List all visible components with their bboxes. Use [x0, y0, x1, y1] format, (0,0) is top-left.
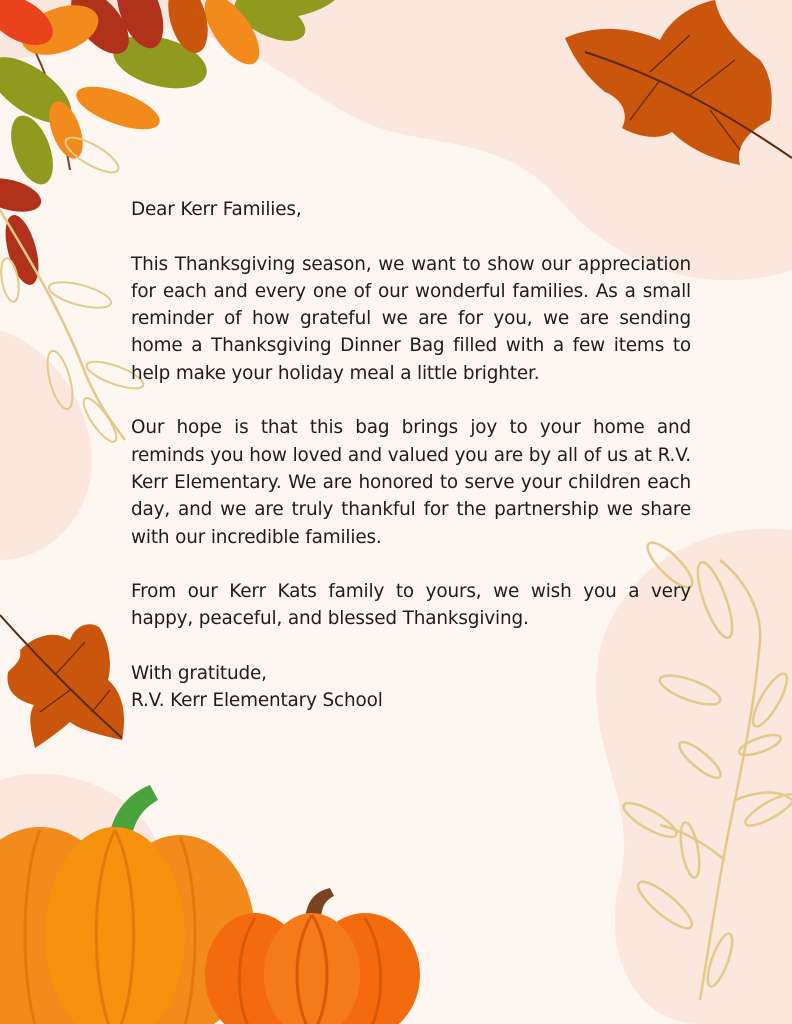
letter-paragraph-2: Our hope is that this bag brings joy to your home and reminds you how loved and valued you are by all of us at R.V. Kerr Elementary. We are honored to serve your children each day, and we are truly thankful for the partnership we share with our incredible families.	[131, 417, 691, 548]
letter-closing: With gratitude,	[131, 663, 267, 685]
letter-paragraph-1: This Thanksgiving season, we want to show our appreciation for each and every one of our wonderful families. As a small reminder of how grateful we are for you, we are sending home a Thanksgiving Dinner Bag filled with a few items to help make your holiday meal a little brighter.	[131, 253, 691, 384]
letter-greeting: Dear Kerr Families,	[131, 199, 302, 220]
letter-body	[131, 196, 691, 715]
letter-paragraph-3: From our Kerr Kats family to yours, we wish you a very happy, peaceful, and blessed Thanksgiving.	[131, 581, 691, 630]
letter-signature: R.V. Kerr Elementary School	[131, 690, 383, 712]
background-blob-left	[0, 330, 92, 560]
maple-leaf-left	[0, 615, 124, 748]
